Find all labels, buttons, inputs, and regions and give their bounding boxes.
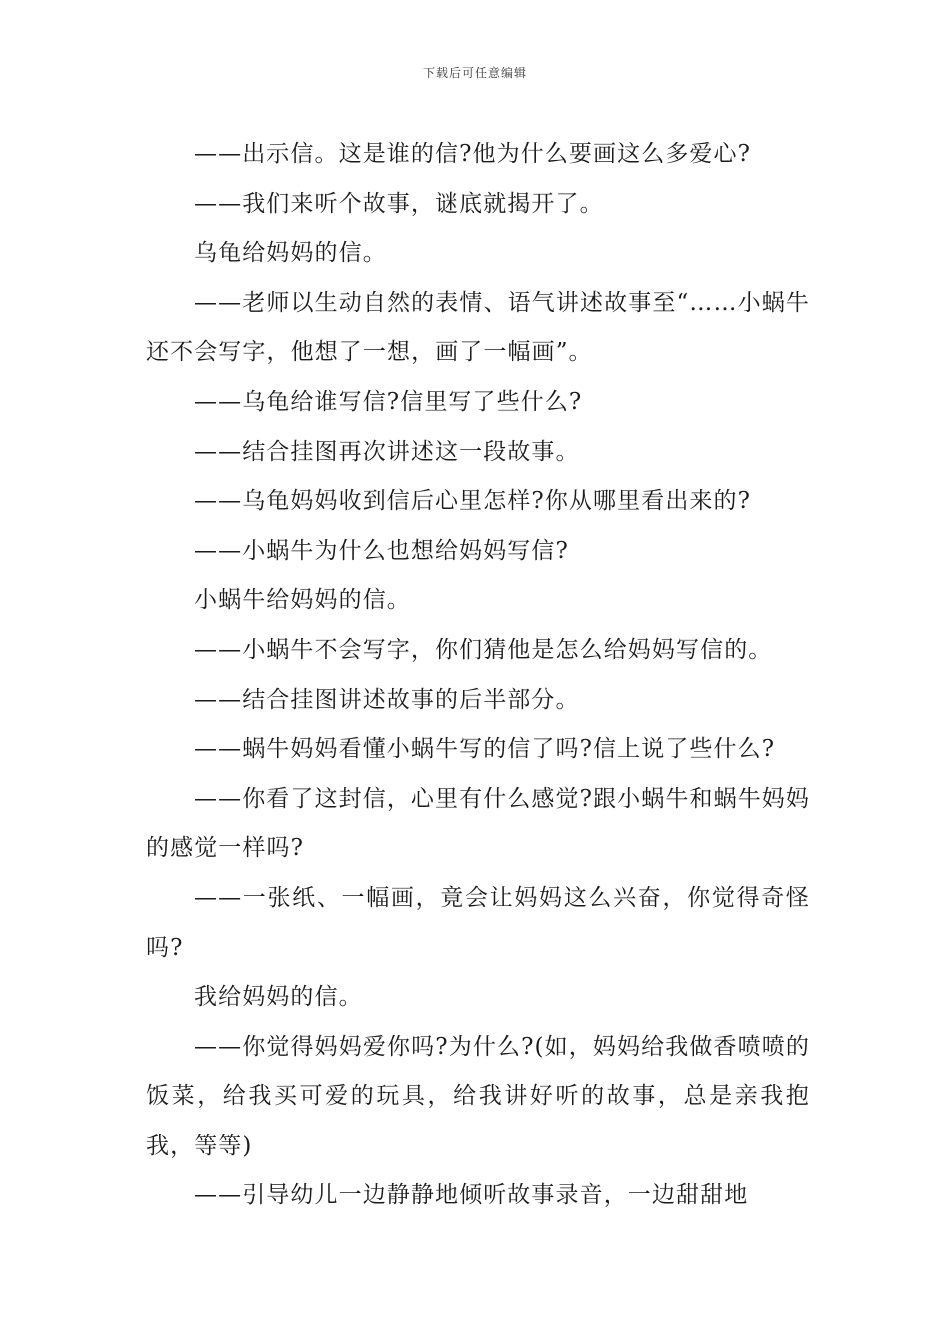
- paragraph: ——结合挂图再次讲述这一段故事。: [194, 438, 580, 465]
- paragraph: 我给妈妈的信。: [194, 984, 363, 1011]
- paragraph: 乌龟给妈妈的信。: [194, 240, 387, 267]
- paragraph: ——你觉得妈妈爱你吗?为什么?(如，妈妈给我做香喷喷的饭菜，给我买可爱的玩具，给我讲好听的故事，总是亲我抱我，等等): [146, 1033, 810, 1159]
- paragraph: ——一张纸、一幅画，竟会让妈妈这么兴奋，你觉得奇怪吗?: [146, 884, 810, 961]
- paragraph: ——小蜗牛不会写字，你们猜他是怎么给妈妈写信的。: [194, 636, 773, 663]
- paragraph: ——引导幼儿一边静静地倾听故事录音，一边甜甜地: [194, 1182, 749, 1209]
- paragraph: ——我们来听个故事，谜底就揭开了。: [194, 190, 604, 217]
- paragraph: ——结合挂图讲述故事的后半部分。: [194, 686, 580, 713]
- paragraph: ——乌龟妈妈收到信后心里怎样?你从哪里看出来的?: [194, 488, 752, 515]
- paragraph: ——出示信。这是谁的信?他为什么要画这么多爱心?: [194, 141, 752, 167]
- paragraph: 小蜗牛给妈妈的信。: [194, 587, 411, 614]
- paragraph: ——蜗牛妈妈看懂小蜗牛写的信了吗?信上说了些什么?: [194, 736, 776, 763]
- paragraph: ——老师以生动自然的表情、语气讲述故事至“……小蜗牛还不会写字，他想了一想，画了一幅画”。: [146, 289, 810, 366]
- paragraph: ——小蜗牛为什么也想给妈妈写信?: [194, 537, 569, 564]
- paragraph: ——你看了这封信，心里有什么感觉?跟小蜗牛和蜗牛妈妈的感觉一样吗?: [146, 785, 810, 862]
- document-body: [146, 130, 810, 1221]
- page-header: 下载后可任意编辑: [422, 66, 527, 80]
- paragraph: ——乌龟给谁写信?信里写了些什么?: [194, 388, 583, 415]
